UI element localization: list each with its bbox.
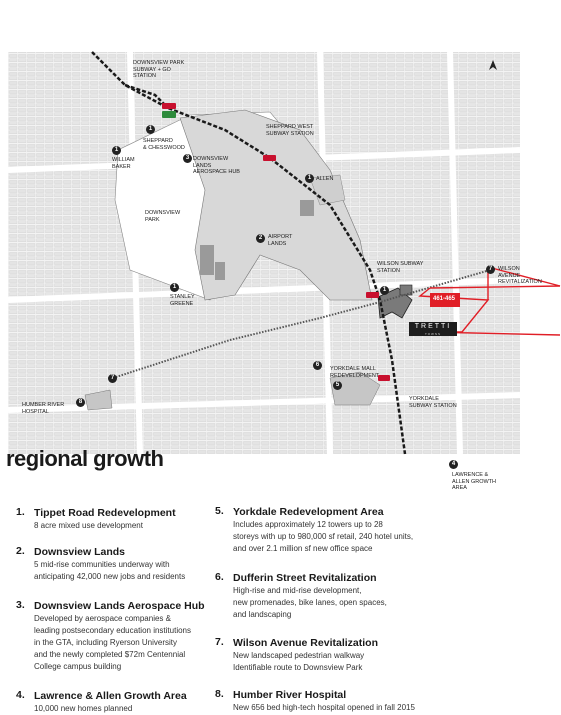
legend-number: 4. [16,689,25,701]
north-arrow-icon [488,60,498,70]
marker-1: 1 [146,125,155,134]
legend-number: 6. [215,571,224,583]
marker-7: 7 [486,265,495,274]
legend-description: Developed by aerospace companies & leading postsecondary education institutions in the GTA, including Ryerson University and the newly completed $72m Centennial College campus building [34,614,191,671]
label-wilson-station: WILSON SUBWAY STATION [377,261,424,274]
marker-5: 5 [333,381,342,390]
marker-1: 1 [112,146,121,155]
legend-item [215,688,455,714]
legend-title: Yorkdale Redevelopment Area [233,506,384,518]
marker-1: 1 [380,286,389,295]
label-downsview-park: DOWNSVIEW PARK [145,210,181,223]
legend-number: 7. [215,636,224,648]
legend-title: Tippet Road Redevelopment [34,507,176,519]
legend-item [16,545,221,583]
label-downsview-park-station: DOWNSVIEW PARK SUBWAY + GO STATION [133,60,185,79]
legend-description: 8 acre mixed use development [34,521,143,530]
legend-description: New 656 bed high-tech hospital opened in fall 2015 [233,703,415,712]
legend-item [215,571,455,621]
label-sheppard-chesswood: SHEPPARD & CHESSWOOD [143,138,185,151]
label-sheppard-west-station: SHEPPARD WEST SUBWAY STATION [266,124,314,137]
marker-8: 8 [76,398,85,407]
label-yorkdale-station: YORKDALE SUBWAY STATION [409,396,457,409]
marker-4: 4 [449,460,458,469]
legend-number: 2. [16,545,25,557]
legend-title: Lawrence & Allen Growth Area [34,690,187,702]
legend-item [16,506,221,532]
label-wilson-avenue: WILSON AVENUE REVITALIZATION [498,266,542,285]
legend-title: Downsview Lands Aerospace Hub [34,600,205,612]
legend-title: Dufferin Street Revitalization [233,572,377,584]
legend-number: 8. [215,688,224,700]
legend-number: 3. [16,599,25,611]
legend-title: Humber River Hospital [233,689,347,701]
legend-item [16,599,221,673]
legend-title: Downsview Lands [34,546,126,558]
site-address-callout: 461-465 [433,296,456,302]
marker-6: 6 [313,361,322,370]
label-stanley-greene: STANLEY GREENE [170,294,195,307]
label-william-baker: WILLIAM BAKER [112,157,135,170]
legend-number: 5. [215,505,224,517]
tretti-building-label: TRETTI [409,322,457,336]
marker-7: 7 [108,374,117,383]
legend-item [16,689,221,715]
marker-2: 2 [256,234,265,243]
marker-1: 1 [170,283,179,292]
legend-item [215,505,455,555]
label-allen: ALLEN [316,176,334,182]
label-lawrence-allen: LAWRENCE & ALLEN GROWTH AREA [452,472,497,491]
legend-number: 1. [16,506,25,518]
tretti-building-sublabel: TOWNS [424,332,442,336]
section-heading: regional growth [6,446,164,471]
marker-1: 1 [305,174,314,183]
legend-description: Includes approximately 12 towers up to 28 storeys with up to 980,000 sf retail, 240 hotel units, and over 2.1 million sf new office space [233,520,414,553]
legend-description: 5 mid-rise communities underway with anticipating 42,000 new jobs and residents [34,560,186,581]
label-humber-hospital: HUMBER RIVER HOSPITAL [22,402,65,415]
legend-title: Wilson Avenue Revitalization [233,637,378,649]
legend-description: New landscaped pedestrian walkway Identifiable route to Downsview Park [233,651,365,672]
label-aerospace-hub: DOWNSVIEW LANDS AEROSPACE HUB [193,156,240,175]
marker-3: 3 [183,154,192,163]
label-airport-lands: AIRPORT LANDS [268,234,293,247]
legend-description: High-rise and mid-rise development, new promenades, bike lanes, open spaces, and landscaping [233,586,387,619]
legend-description: 10,000 new homes planned [34,704,133,713]
label-yorkdale-mall: YORKDALE MALL REDEVELOPMENT [330,366,380,379]
legend-item [215,636,455,674]
